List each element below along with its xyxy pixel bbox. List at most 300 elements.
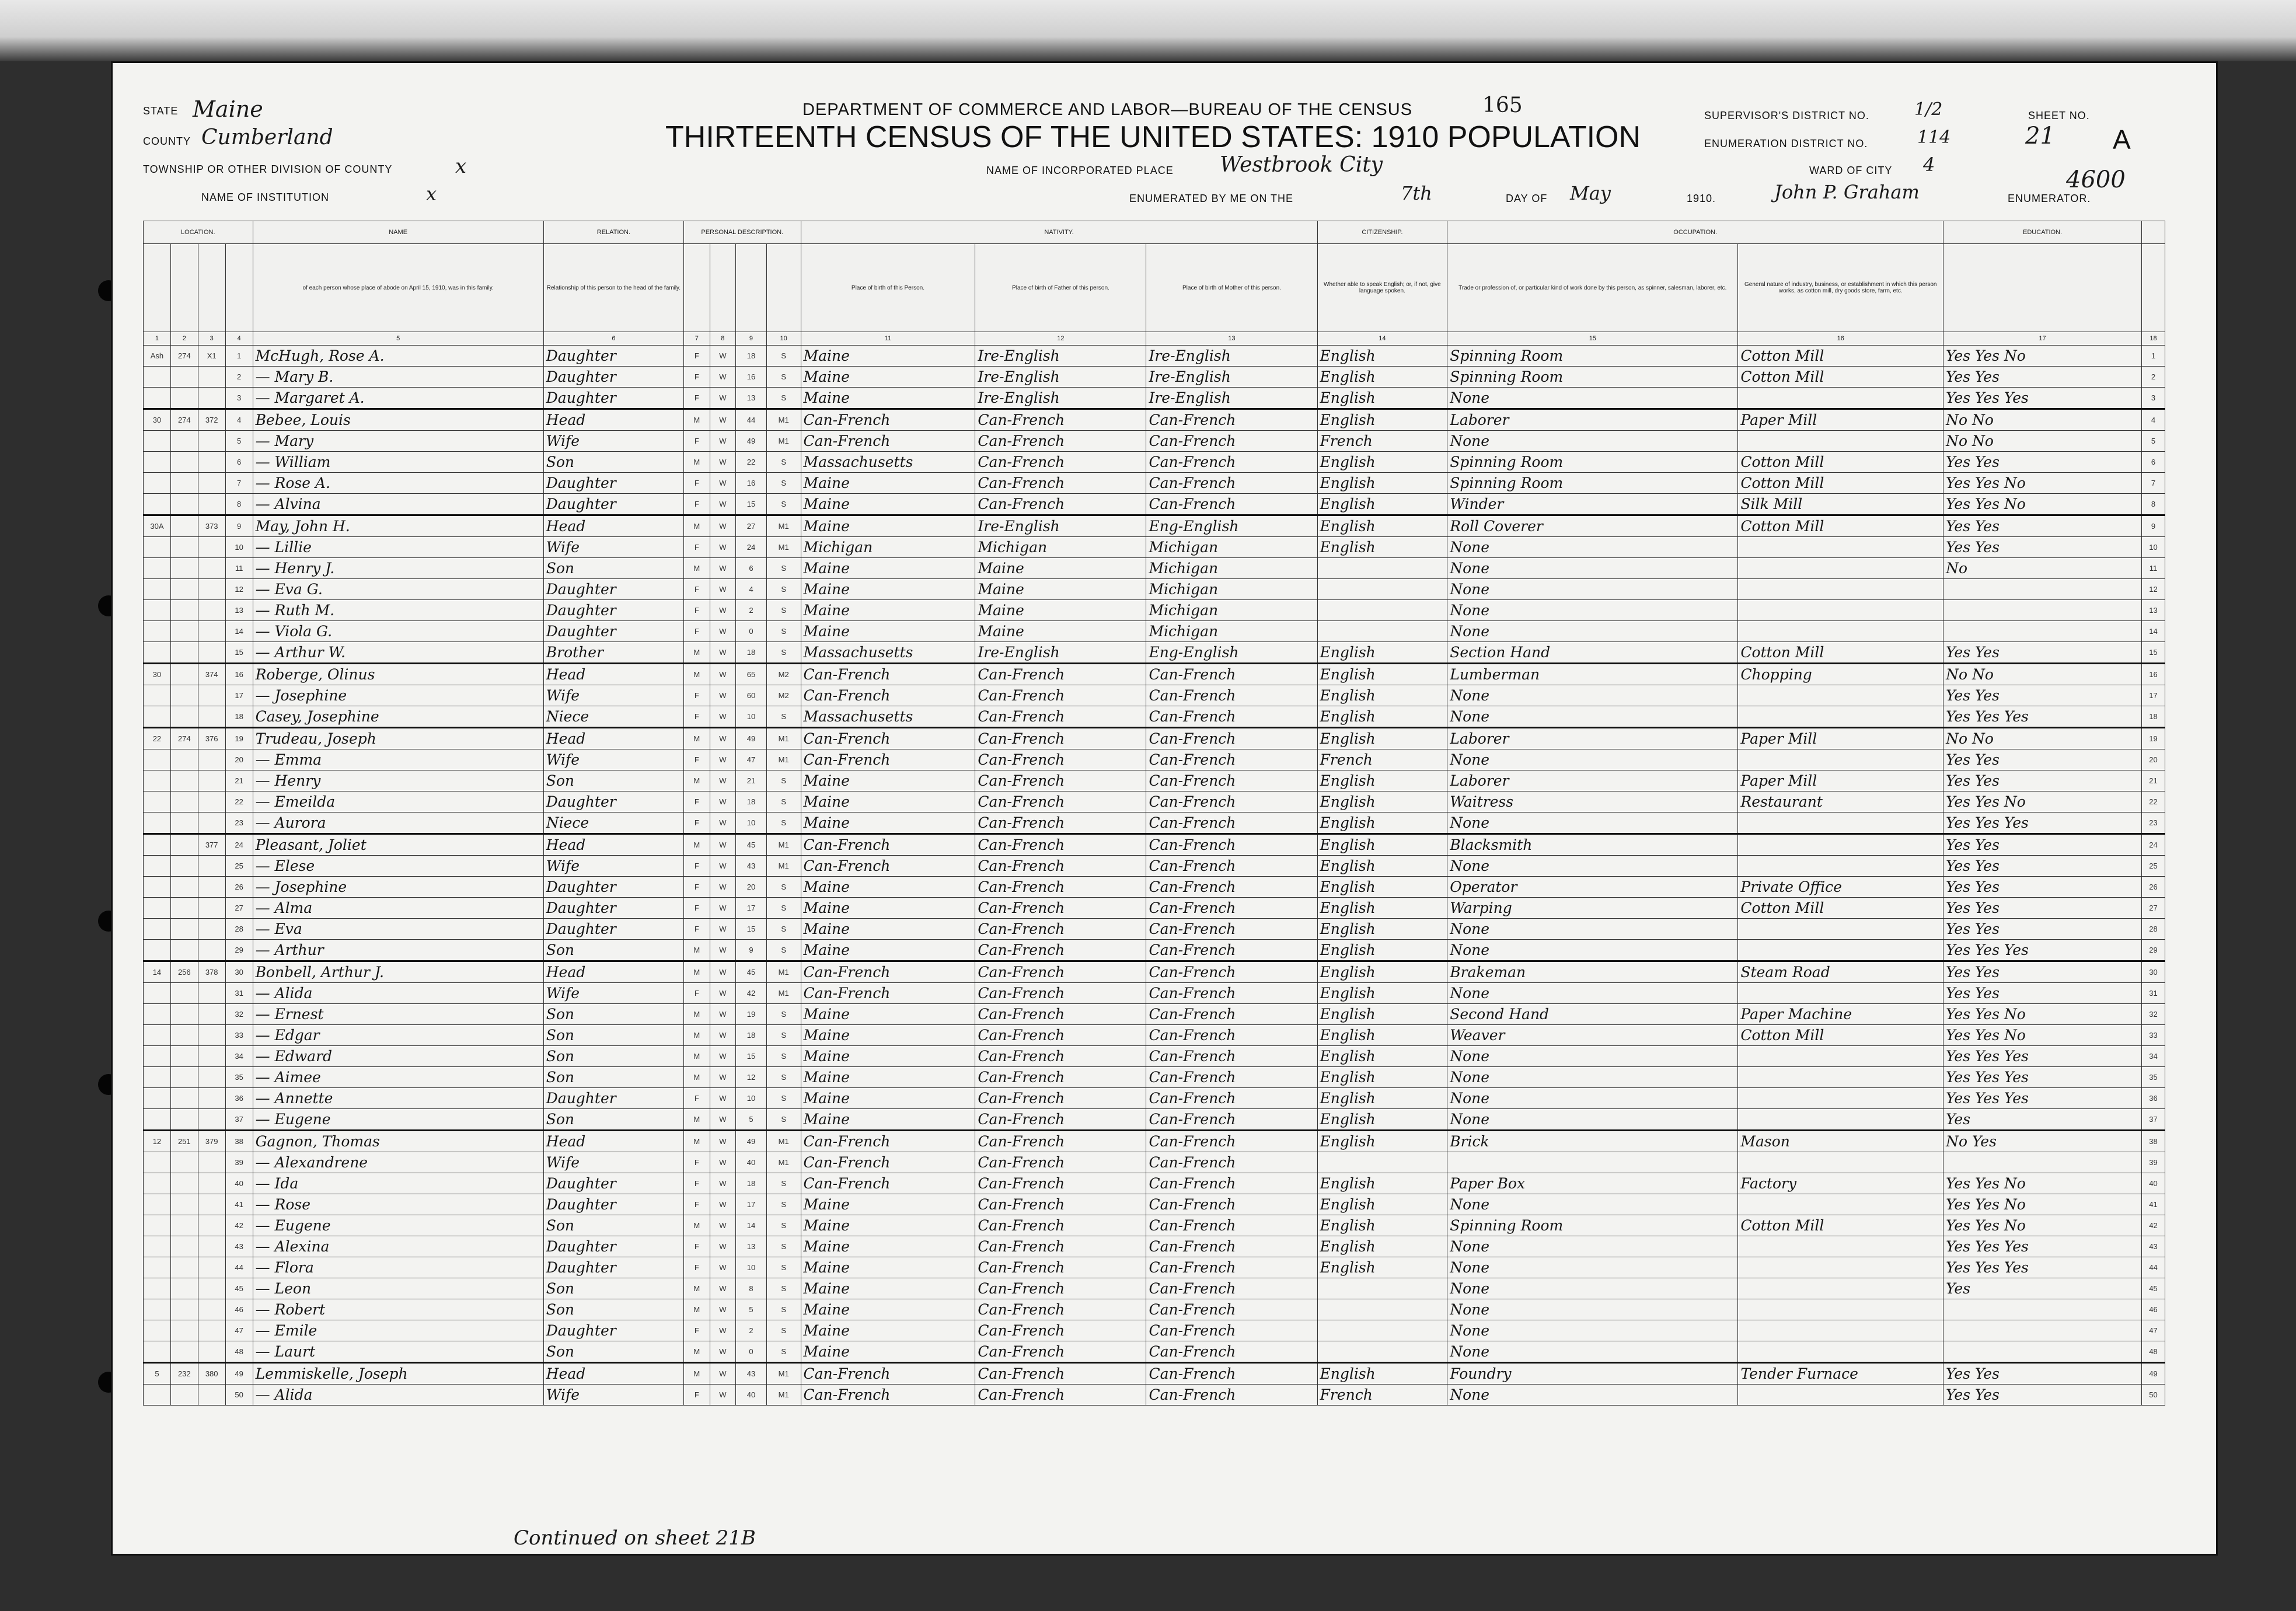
- cell-ind: [1738, 1341, 1943, 1363]
- cell-house: [170, 1341, 198, 1363]
- cell-lang: English: [1317, 1257, 1447, 1278]
- cell-trade: Brakeman: [1447, 961, 1738, 983]
- table-row: [144, 983, 2165, 1004]
- cell-dwelling: [198, 600, 225, 621]
- cell-line-number-right: 6: [2142, 452, 2165, 473]
- cell-bp: Maine: [801, 1067, 975, 1088]
- cell-edu: Yes Yes Yes: [1943, 940, 2142, 961]
- cell-edu: Yes Yes Yes: [1943, 1257, 2142, 1278]
- cell-line-number-right: 38: [2142, 1131, 2165, 1152]
- table-row: [144, 1067, 2165, 1088]
- cell-trade: Second Hand: [1447, 1004, 1738, 1025]
- cell-race: W: [710, 1299, 736, 1320]
- cell-street: [144, 1173, 171, 1194]
- cell-lang: English: [1317, 685, 1447, 706]
- cell-age: 15: [736, 494, 767, 515]
- cell-race: W: [710, 664, 736, 685]
- cell-age: 10: [736, 706, 767, 728]
- cell-trade: None: [1447, 537, 1738, 558]
- cell-ms: S: [766, 1088, 801, 1109]
- cell-ind: [1738, 685, 1943, 706]
- cell-rel: Wife: [543, 685, 683, 706]
- cell-race: W: [710, 919, 736, 940]
- birth-father-desc: Place of birth of Father of this person.: [975, 244, 1146, 332]
- cell-lang: English: [1317, 898, 1447, 919]
- table-row: [144, 515, 2165, 537]
- cell-street: [144, 1341, 171, 1363]
- cell-name: — Flora: [253, 1257, 543, 1278]
- table-row: [144, 1025, 2165, 1046]
- cell-age: 22: [736, 452, 767, 473]
- cell-dwelling: [198, 1109, 225, 1131]
- cell-age: 6: [736, 558, 767, 579]
- cell-rel: Head: [543, 728, 683, 749]
- cell-race: W: [710, 1067, 736, 1088]
- cell-ms: S: [766, 367, 801, 388]
- column-number: 10: [766, 332, 801, 346]
- cell-name: Bonbell, Arthur J.: [253, 961, 543, 983]
- cell-ind: [1738, 706, 1943, 728]
- cell-ind: [1738, 856, 1943, 877]
- table-row: [144, 621, 2165, 642]
- cell-dwelling: [198, 579, 225, 600]
- cell-race: W: [710, 728, 736, 749]
- cell-bm: Can-French: [1146, 1004, 1317, 1025]
- cell-name: McHugh, Rose A.: [253, 346, 543, 367]
- cell-house: [170, 706, 198, 728]
- cell-sex: M: [684, 642, 710, 664]
- cell-ind: Tender Furnace: [1738, 1363, 1943, 1385]
- cell-trade: None: [1447, 1341, 1738, 1363]
- table-row: [144, 1194, 2165, 1215]
- cell-sex: F: [684, 791, 710, 813]
- cell-house: [170, 1215, 198, 1236]
- cell-rel: Daughter: [543, 1320, 683, 1341]
- cell-bf: Can-French: [975, 1257, 1146, 1278]
- cell-ms: S: [766, 706, 801, 728]
- cell-sex: M: [684, 515, 710, 537]
- table-row: [144, 1299, 2165, 1320]
- cell-line-number-right: 19: [2142, 728, 2165, 749]
- cell-sex: F: [684, 388, 710, 409]
- cell-trade: None: [1447, 706, 1738, 728]
- cell-edu: No No: [1943, 431, 2142, 452]
- cell-bf: Can-French: [975, 1194, 1146, 1215]
- cell-age: 18: [736, 1025, 767, 1046]
- cell-name: Casey, Josephine: [253, 706, 543, 728]
- column-number: 17: [1943, 332, 2142, 346]
- table-row: [144, 1236, 2165, 1257]
- cell-house: [170, 1173, 198, 1194]
- cell-trade: None: [1447, 1299, 1738, 1320]
- cell-bm: Can-French: [1146, 1299, 1317, 1320]
- cell-race: W: [710, 1004, 736, 1025]
- cell-lang: English: [1317, 940, 1447, 961]
- cell-race: W: [710, 537, 736, 558]
- cell-race: W: [710, 579, 736, 600]
- cell-dwelling: X1: [198, 346, 225, 367]
- incorporated-label: NAME OF INCORPORATED PLACE: [986, 165, 1174, 176]
- cell-trade: Warping: [1447, 898, 1738, 919]
- cell-rel: Daughter: [543, 791, 683, 813]
- cell-dwelling: [198, 919, 225, 940]
- column-number: 13: [1146, 332, 1317, 346]
- cell-ind: Private Office: [1738, 877, 1943, 898]
- cell-n: 33: [225, 1025, 253, 1046]
- cell-street: [144, 431, 171, 452]
- column-number: 18: [2142, 332, 2165, 346]
- cell-house: [170, 1067, 198, 1088]
- cell-house: [170, 1236, 198, 1257]
- cell-ind: [1738, 621, 1943, 642]
- cell-race: W: [710, 388, 736, 409]
- cell-bm: Can-French: [1146, 1109, 1317, 1131]
- cell-race: W: [710, 473, 736, 494]
- cell-sex: M: [684, 834, 710, 856]
- cell-house: 274: [170, 346, 198, 367]
- corner-number: 4600: [2066, 166, 2126, 193]
- cell-street: [144, 813, 171, 834]
- cell-age: 10: [736, 1088, 767, 1109]
- cell-rel: Son: [543, 770, 683, 791]
- cell-race: W: [710, 983, 736, 1004]
- cell-name: — Edgar: [253, 1025, 543, 1046]
- cell-n: 22: [225, 791, 253, 813]
- cell-n: 26: [225, 877, 253, 898]
- cell-dwelling: [198, 494, 225, 515]
- cell-lang: French: [1317, 431, 1447, 452]
- cell-lang: English: [1317, 1046, 1447, 1067]
- group-education: EDUCATION.: [1943, 221, 2142, 244]
- cell-lang: [1317, 621, 1447, 642]
- cell-race: W: [710, 1109, 736, 1131]
- cell-edu: Yes: [1943, 1109, 2142, 1131]
- column-number: 6: [543, 332, 683, 346]
- cell-n: 11: [225, 558, 253, 579]
- cell-bm: Can-French: [1146, 473, 1317, 494]
- cell-n: 3: [225, 388, 253, 409]
- cell-lang: English: [1317, 1215, 1447, 1236]
- column-number: 1: [144, 332, 171, 346]
- cell-lang: [1317, 1320, 1447, 1341]
- cell-bp: Maine: [801, 1320, 975, 1341]
- cell-name: — Arthur W.: [253, 642, 543, 664]
- cell-edu: No No: [1943, 728, 2142, 749]
- cell-n: 29: [225, 940, 253, 961]
- cell-sex: F: [684, 1173, 710, 1194]
- cell-street: [144, 1109, 171, 1131]
- cell-edu: [1943, 1152, 2142, 1173]
- cell-n: 49: [225, 1363, 253, 1385]
- cell-name: — Emeilda: [253, 791, 543, 813]
- cell-house: [170, 940, 198, 961]
- table-row: [144, 1257, 2165, 1278]
- cell-trade: Spinning Room: [1447, 346, 1738, 367]
- cell-lang: French: [1317, 749, 1447, 770]
- cell-line-number-right: 8: [2142, 494, 2165, 515]
- cell-trade: None: [1447, 813, 1738, 834]
- cell-edu: Yes Yes No: [1943, 1004, 2142, 1025]
- cell-n: 13: [225, 600, 253, 621]
- cell-line-number-right: 14: [2142, 621, 2165, 642]
- cell-dwelling: [198, 1385, 225, 1406]
- cell-race: W: [710, 940, 736, 961]
- cell-sex: F: [684, 537, 710, 558]
- cell-sex: F: [684, 1385, 710, 1406]
- cell-bf: Can-French: [975, 1088, 1146, 1109]
- cell-lang: [1317, 1299, 1447, 1320]
- cell-sex: M: [684, 1131, 710, 1152]
- cell-trade: None: [1447, 431, 1738, 452]
- cell-n: 42: [225, 1215, 253, 1236]
- cell-age: 9: [736, 940, 767, 961]
- cell-race: W: [710, 367, 736, 388]
- cell-ind: [1738, 834, 1943, 856]
- cell-rel: Daughter: [543, 1257, 683, 1278]
- cell-ind: Cotton Mill: [1738, 346, 1943, 367]
- cell-bf: Ire-English: [975, 367, 1146, 388]
- cell-rel: Son: [543, 1004, 683, 1025]
- cell-lang: French: [1317, 1385, 1447, 1406]
- day-of-label: DAY OF: [1506, 193, 1548, 204]
- cell-lang: English: [1317, 791, 1447, 813]
- cell-trade: Paper Box: [1447, 1173, 1738, 1194]
- page-title: THIRTEENTH CENSUS OF THE UNITED STATES: 1910 POPULATION: [665, 120, 1641, 154]
- cell-n: 4: [225, 409, 253, 431]
- continued-note: Continued on sheet 21B: [514, 1526, 756, 1550]
- cell-bm: Can-French: [1146, 1025, 1317, 1046]
- cell-ms: S: [766, 473, 801, 494]
- table-row: [144, 898, 2165, 919]
- scan-top-edge: [0, 0, 2296, 61]
- cell-house: [170, 621, 198, 642]
- table-row: [144, 1385, 2165, 1406]
- cell-age: 24: [736, 537, 767, 558]
- cell-street: [144, 1215, 171, 1236]
- cell-ind: Paper Mill: [1738, 409, 1943, 431]
- cell-name: — Henry J.: [253, 558, 543, 579]
- cell-sex: M: [684, 1278, 710, 1299]
- cell-bm: Can-French: [1146, 1363, 1317, 1385]
- cell-lang: English: [1317, 983, 1447, 1004]
- table-row: [144, 452, 2165, 473]
- cell-ind: [1738, 919, 1943, 940]
- cell-edu: [1943, 1299, 2142, 1320]
- cell-rel: Daughter: [543, 367, 683, 388]
- cell-street: 30: [144, 409, 171, 431]
- township-label: TOWNSHIP OR OTHER DIVISION OF COUNTY: [143, 163, 393, 175]
- cell-trade: None: [1447, 1194, 1738, 1215]
- cell-race: W: [710, 1025, 736, 1046]
- cell-age: 10: [736, 813, 767, 834]
- cell-line-number-right: 46: [2142, 1299, 2165, 1320]
- cell-bf: Maine: [975, 600, 1146, 621]
- cell-ms: S: [766, 1236, 801, 1257]
- cell-race: W: [710, 346, 736, 367]
- cell-sex: F: [684, 579, 710, 600]
- cell-ind: [1738, 1278, 1943, 1299]
- cell-age: 17: [736, 1194, 767, 1215]
- cell-ind: [1738, 1257, 1943, 1278]
- cell-ind: Cotton Mill: [1738, 473, 1943, 494]
- cell-bf: Maine: [975, 558, 1146, 579]
- cell-bp: Can-French: [801, 409, 975, 431]
- cell-house: [170, 749, 198, 770]
- cell-name: — Henry: [253, 770, 543, 791]
- cell-sex: F: [684, 473, 710, 494]
- cell-age: 14: [736, 1215, 767, 1236]
- cell-lang: English: [1317, 1067, 1447, 1088]
- cell-n: 31: [225, 983, 253, 1004]
- cell-sex: M: [684, 1341, 710, 1363]
- cell-line-number-right: 28: [2142, 919, 2165, 940]
- cell-bf: Can-French: [975, 1278, 1146, 1299]
- table-row: [144, 813, 2165, 834]
- cell-rel: Head: [543, 515, 683, 537]
- cell-ms: S: [766, 1194, 801, 1215]
- cell-name: — Arthur: [253, 940, 543, 961]
- cell-n: 14: [225, 621, 253, 642]
- cell-line-number-right: 30: [2142, 961, 2165, 983]
- cell-trade: None: [1447, 1067, 1738, 1088]
- cell-edu: Yes Yes: [1943, 834, 2142, 856]
- cell-ms: S: [766, 579, 801, 600]
- cell-bp: Massachusetts: [801, 706, 975, 728]
- cell-house: [170, 664, 198, 685]
- cell-bp: Maine: [801, 346, 975, 367]
- table-row: [144, 1152, 2165, 1173]
- column-number: 2: [170, 332, 198, 346]
- cell-bp: Can-French: [801, 1385, 975, 1406]
- cell-dwelling: [198, 1257, 225, 1278]
- enumeration-value: 114: [1917, 127, 1951, 148]
- cell-dwelling: [198, 642, 225, 664]
- cell-race: W: [710, 1236, 736, 1257]
- cell-name: — Annette: [253, 1088, 543, 1109]
- cell-n: 27: [225, 898, 253, 919]
- sheet-letter: A: [2113, 124, 2131, 155]
- cell-ms: M1: [766, 537, 801, 558]
- cell-bp: Maine: [801, 600, 975, 621]
- cell-street: [144, 621, 171, 642]
- cell-age: 21: [736, 770, 767, 791]
- sheet-value: 21: [2025, 123, 2055, 149]
- cell-ind: [1738, 600, 1943, 621]
- cell-house: [170, 1152, 198, 1173]
- cell-dwelling: [198, 685, 225, 706]
- cell-name: — Alida: [253, 983, 543, 1004]
- cell-name: — Alida: [253, 1385, 543, 1406]
- cell-dwelling: 374: [198, 664, 225, 685]
- cell-bf: Can-French: [975, 1173, 1146, 1194]
- cell-trade: None: [1447, 1109, 1738, 1131]
- cell-age: 16: [736, 473, 767, 494]
- table-row: [144, 346, 2165, 367]
- cell-lang: English: [1317, 856, 1447, 877]
- cell-bp: Maine: [801, 1194, 975, 1215]
- cell-name: — Leon: [253, 1278, 543, 1299]
- cell-n: 25: [225, 856, 253, 877]
- cell-sex: F: [684, 1320, 710, 1341]
- cell-age: 45: [736, 834, 767, 856]
- cell-sex: M: [684, 558, 710, 579]
- cell-street: [144, 706, 171, 728]
- cell-trade: None: [1447, 685, 1738, 706]
- cell-trade: Lumberman: [1447, 664, 1738, 685]
- enumerator-name: John P. Graham: [1774, 181, 1920, 203]
- cell-edu: Yes Yes: [1943, 515, 2142, 537]
- group-citizenship: CITIZENSHIP.: [1317, 221, 1447, 244]
- cell-bp: Maine: [801, 1004, 975, 1025]
- cell-ind: [1738, 1385, 1943, 1406]
- cell-lang: English: [1317, 919, 1447, 940]
- cell-bf: Can-French: [975, 961, 1146, 983]
- cell-house: [170, 1025, 198, 1046]
- cell-name: — William: [253, 452, 543, 473]
- cell-bp: Maine: [801, 621, 975, 642]
- cell-trade: None: [1447, 388, 1738, 409]
- cell-name: — Laurt: [253, 1341, 543, 1363]
- cell-dwelling: [198, 1236, 225, 1257]
- cell-rel: Niece: [543, 706, 683, 728]
- cell-ms: S: [766, 1299, 801, 1320]
- cell-age: 60: [736, 685, 767, 706]
- cell-bm: Can-French: [1146, 856, 1317, 877]
- cell-house: [170, 473, 198, 494]
- cell-dwelling: [198, 1299, 225, 1320]
- enumerator-label: ENUMERATOR.: [2008, 193, 2091, 204]
- cell-edu: Yes Yes No: [1943, 1173, 2142, 1194]
- cell-name: — Alexina: [253, 1236, 543, 1257]
- cell-street: 30A: [144, 515, 171, 537]
- cell-bm: Can-French: [1146, 1067, 1317, 1088]
- cell-n: 18: [225, 706, 253, 728]
- cell-bp: Maine: [801, 770, 975, 791]
- table-row: [144, 877, 2165, 898]
- table-row: [144, 749, 2165, 770]
- cell-rel: Niece: [543, 813, 683, 834]
- cell-lang: English: [1317, 770, 1447, 791]
- cell-lang: English: [1317, 409, 1447, 431]
- cell-ind: [1738, 579, 1943, 600]
- cell-bf: Can-French: [975, 685, 1146, 706]
- cell-lang: English: [1317, 1088, 1447, 1109]
- cell-bf: Can-French: [975, 664, 1146, 685]
- cell-ms: S: [766, 940, 801, 961]
- cell-line-number-right: 10: [2142, 537, 2165, 558]
- cell-rel: Son: [543, 1109, 683, 1131]
- cell-edu: Yes Yes No: [1943, 791, 2142, 813]
- department-line: DEPARTMENT OF COMMERCE AND LABOR—BUREAU OF THE CENSUS: [802, 100, 1413, 119]
- cell-dwelling: [198, 749, 225, 770]
- cell-line-number-right: 29: [2142, 940, 2165, 961]
- cell-race: W: [710, 1341, 736, 1363]
- cell-sex: F: [684, 1236, 710, 1257]
- cell-trade: None: [1447, 600, 1738, 621]
- cell-rel: Wife: [543, 983, 683, 1004]
- table-row: [144, 537, 2165, 558]
- cell-race: W: [710, 706, 736, 728]
- cell-ms: S: [766, 1067, 801, 1088]
- cell-bp: Maine: [801, 1215, 975, 1236]
- cell-name: — Ruth M.: [253, 600, 543, 621]
- cell-edu: Yes Yes Yes: [1943, 388, 2142, 409]
- cell-street: [144, 770, 171, 791]
- cell-edu: No No: [1943, 664, 2142, 685]
- cell-lang: English: [1317, 367, 1447, 388]
- column-number: 14: [1317, 332, 1447, 346]
- cell-house: [170, 1257, 198, 1278]
